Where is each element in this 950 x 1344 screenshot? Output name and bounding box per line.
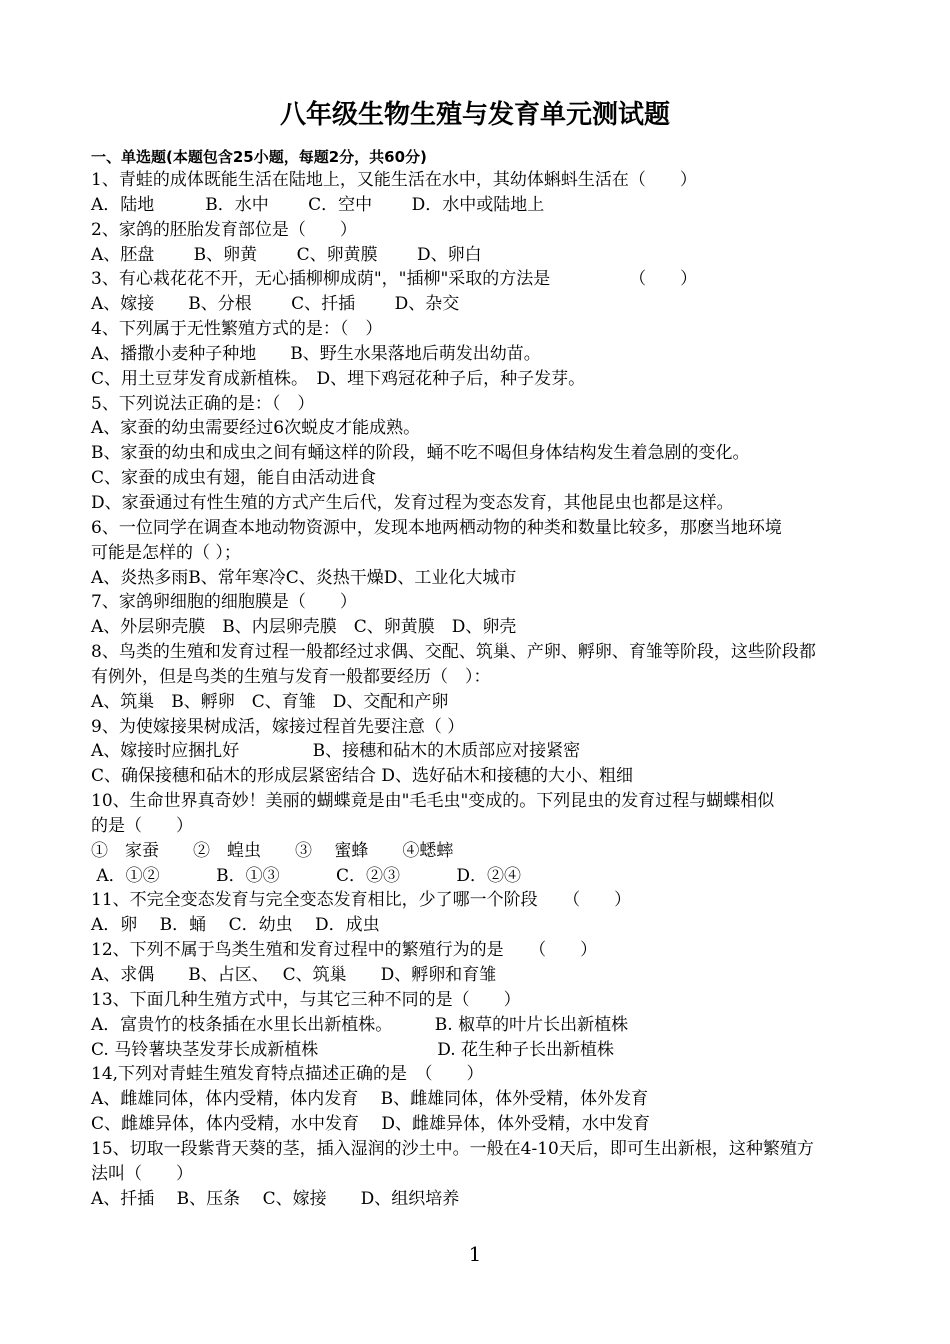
text-line: A、播撒小麦种子种地 B、野生水果落地后萌发出幼苗。 — [91, 343, 541, 364]
text-line: ① 家蚕 ② 蝗虫 ③ 蜜蜂 ④蟋蟀 — [91, 840, 454, 861]
text-line: A、胚盘 B、卵黄 C、卵黄膜 D、卵白 — [91, 244, 482, 265]
text-line: C、家蚕的成虫有翅，能自由活动进食 — [91, 468, 377, 489]
text-line: A．①② B．①③ C．②③ D．②④ — [91, 865, 522, 886]
text-line: 9、为使嫁接果树成活，嫁接过程首先要注意（ ） — [91, 716, 465, 737]
text-line: A．富贵竹的枝条插在水里长出新植株。 B. 椒草的叶片长出新植株 — [91, 1014, 629, 1035]
text-line: A、家蚕的幼虫需要经过6次蜕皮才能成熟。 — [91, 418, 421, 439]
text-line: 可能是怎样的（ ）； — [91, 542, 241, 563]
text-line: 4、下列属于无性繁殖方式的是：（ ） — [91, 319, 383, 340]
text-line: 13、下面几种生殖方式中，与其它三种不同的是（ ） — [91, 989, 521, 1010]
section-heading: 一、单选题(本题包含25小题，每题2分，共60分) — [91, 148, 427, 166]
text-line: A、嫁接时应捆扎好 B、接穗和砧木的木质部应对接紧密 — [91, 741, 581, 762]
text-line: D、家蚕通过有性生殖的方式产生后代，发育过程为变态发育，其他昆虫也都是这样。 — [91, 492, 734, 513]
text-line: A．卵 B．蛹 C．幼虫 D．成虫 — [91, 915, 380, 936]
text-line: A、雌雄同体，体内受精，体内发育 B、雌雄同体，体外受精，体外发育 — [91, 1089, 649, 1110]
text-line: 10、生命世界真奇妙！美丽的蝴蝶竟是由"毛毛虫"变成的。下列昆虫的发育过程与蝴蝶相似 — [91, 791, 775, 812]
text-line: A、嫁接 B、分根 C、扦插 D、杂交 — [91, 294, 460, 315]
text-line: 有例外，但是鸟类的生殖与发育一般都要经历（ ）： — [91, 666, 491, 687]
text-line: 2、家鸽的胚胎发育部位是（ ） — [91, 219, 357, 240]
text-line: 14,下列对青蛙生殖发育特点描述正确的是 （ ） — [91, 1064, 484, 1085]
text-line: C、用土豆芽发育成新植株。 D、埋下鸡冠花种子后，种子发芽。 — [91, 368, 586, 389]
text-line: 5、下列说法正确的是：（ ） — [91, 393, 315, 414]
text-line: 法叫（ ） — [91, 1163, 193, 1184]
page-number: 1 — [468, 1242, 482, 1266]
text-line: C、确保接穗和砧木的形成层紧密结合 D、选好砧木和接穗的大小、粗细 — [91, 766, 634, 787]
text-line: C、雌雄异体，体内受精，水中发育 D、雌雄异体，体外受精，水中发育 — [91, 1114, 651, 1135]
text-line: A、外层卵壳膜 B、内层卵壳膜 C、卵黄膜 D、卵壳 — [91, 617, 517, 638]
text-line: A．陆地 B．水中 C．空中 D．水中或陆地上 — [91, 194, 545, 215]
text-line: A、扦插 B、压条 C、嫁接 D、组织培养 — [91, 1188, 460, 1209]
text-line: 11、不完全变态发育与完全变态发育相比，少了哪一个阶段 （ ） — [91, 890, 632, 911]
text-line: A、筑巢 B、孵卵 C、育雏 D、交配和产卵 — [91, 691, 449, 712]
text-line: 的是（ ） — [91, 815, 193, 836]
text-line: 1、青蛙的成体既能生活在陆地上，又能生活在水中，其幼体蝌蚪生活在（ ） — [91, 170, 697, 190]
question-body — [91, 168, 866, 1211]
text-line: B、家蚕的幼虫和成虫之间有蛹这样的阶段，蛹不吃不喝但身体结构发生着急剧的变化。 — [91, 443, 750, 464]
text-line: 3、有心栽花花不开，无心插柳柳成荫"，"插柳"采取的方法是 （ ） — [91, 269, 698, 290]
text-line: 7、家鸽卵细胞的细胞膜是（ ） — [91, 592, 357, 613]
text-line: 6、一位同学在调查本地动物资源中，发现本地两栖动物的种类和数量比较多，那麽当地环境 — [91, 517, 782, 538]
text-line: C. 马铃薯块茎发芽长成新植株 D. 花生种子长出新植株 — [91, 1039, 615, 1060]
text-line: 8、鸟类的生殖和发育过程一般都经过求偶、交配、筑巢、产卵、孵卵、育雏等阶段，这些阶段都 — [91, 642, 816, 663]
text-line: A、炎热多雨B、常年寒冷C、炎热干燥D、工业化大城市 — [91, 567, 517, 588]
text-line: 15、切取一段紫背天葵的茎，插入湿润的沙土中。一般在4-10天后，即可生出新根，这种繁殖方 — [91, 1138, 814, 1159]
text-line: 12、下列不属于鸟类生殖和发育过程中的繁殖行为的是 （ ） — [91, 940, 598, 961]
text-line: A、求偶 B、占区、 C、筑巢 D、孵卵和育雏 — [91, 965, 497, 985]
page-title: 八年级生物生殖与发育单元测试题 — [279, 100, 670, 130]
